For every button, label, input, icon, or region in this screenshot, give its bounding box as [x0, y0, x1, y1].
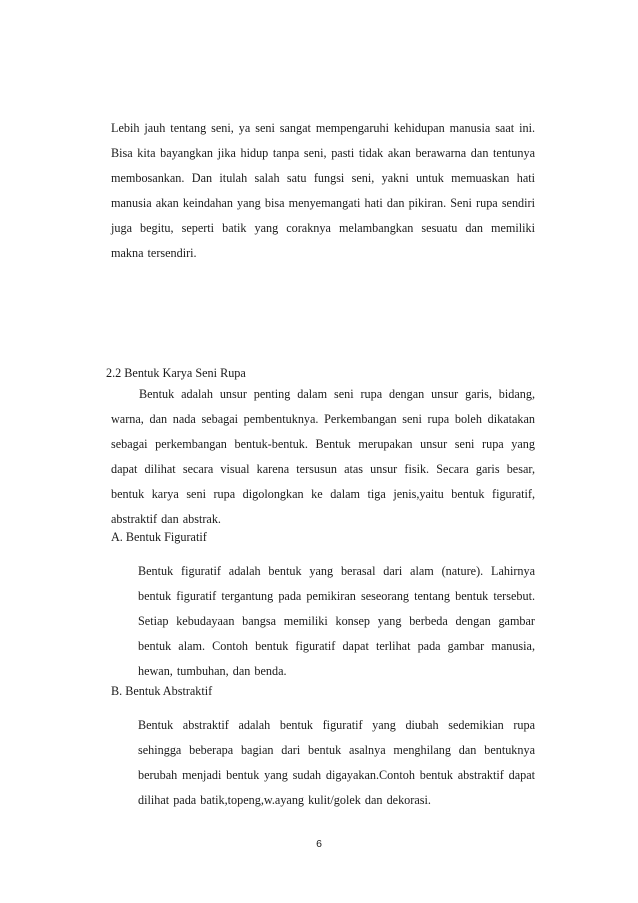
section-paragraph-text: Bentuk adalah unsur penting dalam seni rupa dengan unsur garis, bidang, warna, dan nada sebagai pembentuknya. Perkembangan seni rupa boleh dikatakan sebagai perkembangan bentuk-bentuk. Bentuk merupakan unsur seni rupa yang dapat dilihat secara visual karena tersusun atas unsur fisik. Secara garis besar, bentuk karya seni rupa digolongkan ke dalam tiga jenis,yaitu bentuk figuratif, abstraktif dan abstrak.: [111, 387, 535, 526]
section-heading: 2.2 Bentuk Karya Seni Rupa: [106, 366, 246, 380]
subsection-a-heading: A. Bentuk Figuratif: [111, 530, 207, 544]
subsection-b-heading: B. Bentuk Abstraktif: [111, 684, 213, 698]
subsection-a-paragraph: Bentuk figuratif adalah bentuk yang berasal dari alam (nature). Lahirnya bentuk figuratif tergantung pada pemikiran seseorang tentang bentuk tersebut. Setiap kebudayaan bangsa memiliki konsep yang berbeda dengan gambar bentuk alam. Contoh bentuk figuratif dapat terlihat pada gambar manusia, hewan, tumbuhan, dan benda.: [138, 564, 535, 678]
page-number: 6: [316, 838, 322, 850]
section-paragraph: [111, 382, 535, 532]
paragraph-intro: Lebih jauh tentang seni, ya seni sangat mempengaruhi kehidupan manusia saat ini. Bisa kita bayangkan jika hidup tanpa seni, pasti tidak akan berawarna dan tentunya membosankan. Dan itulah salah satu fungsi seni, yakni untuk memuaskan hati manusia akan keindahan yang bisa menyemangati hati dan pikiran. Seni rupa sendiri juga begitu, seperti batik yang coraknya melambangkan sesuatu dan memiliki makna tersendiri.: [111, 121, 535, 260]
subsection-b-paragraph: Bentuk abstraktif adalah bentuk figuratif yang diubah sedemikian rupa sehingga beberapa bagian dari bentuk asalnya menghilang dan bentuknya berubah menjadi bentuk yang sudah digayakan.Contoh bentuk abstraktif dapat dilihat pada batik,topeng,w.ayang kulit/golek dan dekorasi.: [138, 718, 535, 807]
